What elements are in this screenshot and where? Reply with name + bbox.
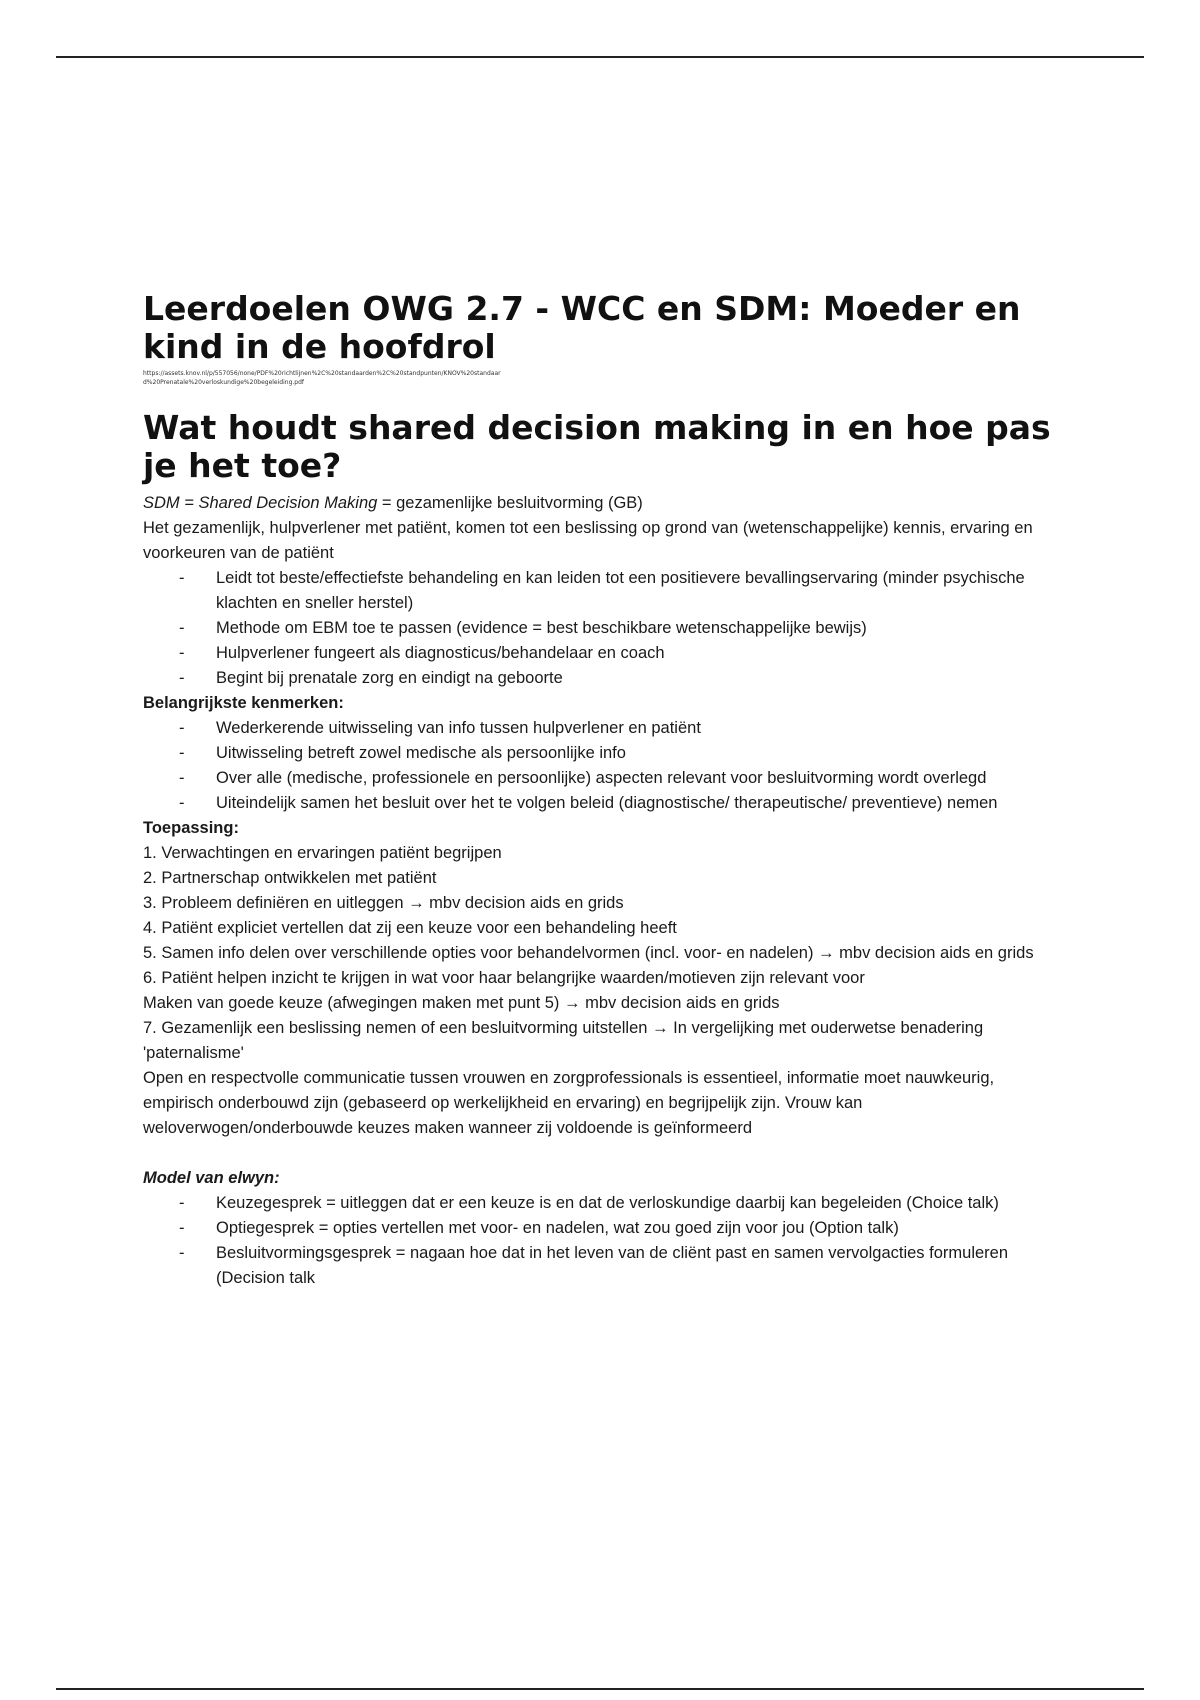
list-item: - Uiteindelijk samen het besluit over het te volgen beleid (diagnostische/ therapeutische/ preventieve) nemen [216,791,1063,816]
definition-rest: = gezamenlijke besluitvorming (GB) [377,494,643,512]
model-list [143,1191,1063,1291]
list-item: - Keuzegesprek = uitleggen dat er een keuze is en dat de verloskundige daarbij kan begeleiden (Choice talk) [216,1191,1063,1216]
list-item: - Uitwisseling betreft zowel medische als persoonlijke info [216,741,1063,766]
model-heading: Model van elwyn: [143,1169,280,1187]
numbered-item: 7. Gezamenlijk een beslissing nemen of een besluitvorming uitstellen → In vergelijking met ouderwetse benadering 'paternalisme' [143,1019,984,1062]
intro-paragraph: Het gezamenlijk, hulpverlener met patiënt, komen tot een beslissing op grond van (wetenschappelijke) kennis, ervaring en voorkeuren van de patiënt [143,519,1033,562]
list-item: - Methode om EBM toe te passen (evidence = best beschikbare wetenschappelijke bewijs) [216,616,1063,641]
closing-paragraph: Open en respectvolle communicatie tussen vrouwen en zorgprofessionals is essentieel, informatie moet nauwkeurig, empirisch onderbouwd zijn (gebaseerd op werkelijkheid en ervaring) en begrijpelijk zijn. Vrouw kan weloverwogen/onderbouwde keuzes maken wanneer zij voldoende is geïnformeerd [143,1069,995,1137]
definition-term: SDM = Shared Decision Making [143,494,378,512]
numbered-item: 4. Patiënt expliciet vertellen dat zij een keuze voor een behandeling heeft [143,919,677,937]
document-title: Leerdoelen OWG 2.7 - WCC en SDM: Moeder en kind in de hoofdrol [143,289,1021,366]
kenmerken-heading: Belangrijkste kenmerken: [143,694,344,712]
section-heading: Wat houdt shared decision making in en hoe pas je het toe? [143,408,1051,485]
list-item: - Besluitvormingsgesprek = nagaan hoe dat in het leven van de cliënt past en samen vervolgacties formuleren (Decision talk [216,1241,1063,1291]
toepassing-heading: Toepassing: [143,819,239,837]
spacer [143,1141,1063,1166]
list-item: - Begint bij prenatale zorg en eindigt na geboorte [216,666,1063,691]
bottom-rule [56,1688,1144,1690]
numbered-item: 6. Patiënt helpen inzicht te krijgen in wat voor haar belangrijke waarden/motieven zijn relevant voor [143,969,865,987]
numbered-item: 2. Partnerschap ontwikkelen met patiënt [143,869,437,887]
source-link[interactable]: https://assets.knov.nl/p/557056/none/PDF%20richtlijnen%2C%20standaarden%2C%20standpunten/KNOV%20standaard%20Prenatale%20verloskundige%20begeleiding.pdf [143,370,501,386]
numbered-item: 5. Samen info delen over verschillende opties voor behandelvormen (incl. voor- en nadelen) → mbv decision aids en grids [143,944,1034,962]
toepassing-list [143,841,1063,1066]
list-item: - Over alle (medische, professionele en persoonlijke) aspecten relevant voor besluitvorming wordt overlegd [216,766,1063,791]
list-item: - Hulpverlener fungeert als diagnosticus/behandelaar en coach [216,641,1063,666]
list-item: - Wederkerende uitwisseling van info tussen hulpverlener en patiënt [216,716,1063,741]
list-item: - Optiegesprek = opties vertellen met voor- en nadelen, wat zou goed zijn voor jou (Option talk) [216,1216,1063,1241]
kenmerken-list [143,716,1063,816]
top-rule [56,56,1144,58]
numbered-item: Maken van goede keuze (afwegingen maken met punt 5) → mbv decision aids en grids [143,994,780,1012]
list-item: - Leidt tot beste/effectiefste behandeling en kan leiden tot een positievere bevallingservaring (minder psychische klachten en sneller herstel) [216,566,1063,616]
document-body [143,290,1063,1291]
definition-line [143,491,1063,516]
intro-bullet-list [143,566,1063,691]
numbered-item: 1. Verwachtingen en ervaringen patiënt begrijpen [143,844,502,862]
numbered-item: 3. Probleem definiëren en uitleggen → mbv decision aids en grids [143,894,624,912]
